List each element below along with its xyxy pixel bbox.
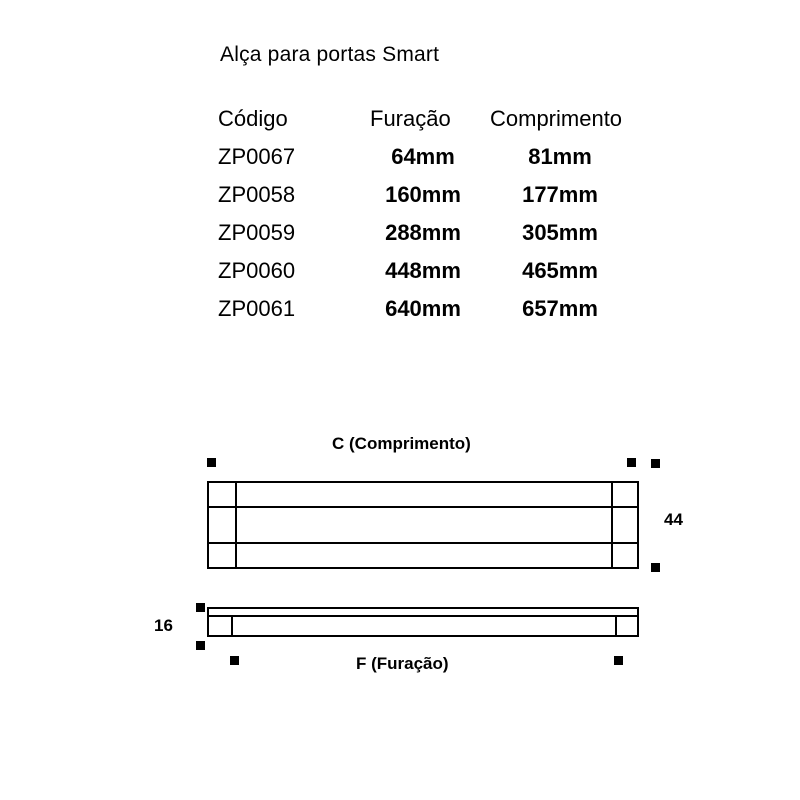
cell-hole: 640mm	[385, 296, 461, 321]
side-view-outline	[208, 608, 638, 636]
cell-hole: 448mm	[385, 258, 461, 283]
label-height: 44	[664, 510, 683, 529]
label-furacao: F (Furação)	[356, 654, 449, 673]
page-title: Alça para portas Smart	[220, 43, 440, 66]
cell-code: ZP0060	[218, 258, 296, 283]
cell-hole: 160mm	[385, 182, 461, 207]
cell-hole: 288mm	[385, 220, 461, 245]
cell-code: ZP0067	[218, 144, 296, 169]
label-depth: 16	[154, 616, 173, 635]
cell-code: ZP0059	[218, 220, 296, 245]
table-header-row	[218, 100, 640, 138]
cell-code: ZP0061	[218, 296, 296, 321]
header-codigo: Código	[218, 106, 288, 131]
header-comprimento: Comprimento	[490, 106, 623, 131]
dimension-marker	[627, 458, 636, 467]
table-row	[218, 252, 640, 290]
front-view-outline	[208, 482, 638, 568]
dimension-marker	[196, 603, 205, 612]
cell-length: 657mm	[522, 296, 598, 321]
table-row	[218, 290, 640, 328]
cell-length: 177mm	[522, 182, 598, 207]
table-row	[218, 176, 640, 214]
table-row	[218, 214, 640, 252]
cell-hole: 64mm	[391, 144, 455, 169]
cell-code: ZP0058	[218, 182, 296, 207]
dimension-marker	[614, 656, 623, 665]
cell-length: 81mm	[528, 144, 592, 169]
table-row	[218, 138, 640, 176]
dimension-marker	[230, 656, 239, 665]
dimension-marker	[196, 641, 205, 650]
label-comprimento: C (Comprimento)	[332, 434, 471, 453]
dimension-marker	[207, 458, 216, 467]
dimension-marker	[651, 563, 660, 572]
specification-table	[218, 100, 640, 328]
cell-length: 465mm	[522, 258, 598, 283]
dimension-marker	[651, 459, 660, 468]
header-furacao: Furação	[370, 106, 451, 131]
cell-length: 305mm	[522, 220, 598, 245]
